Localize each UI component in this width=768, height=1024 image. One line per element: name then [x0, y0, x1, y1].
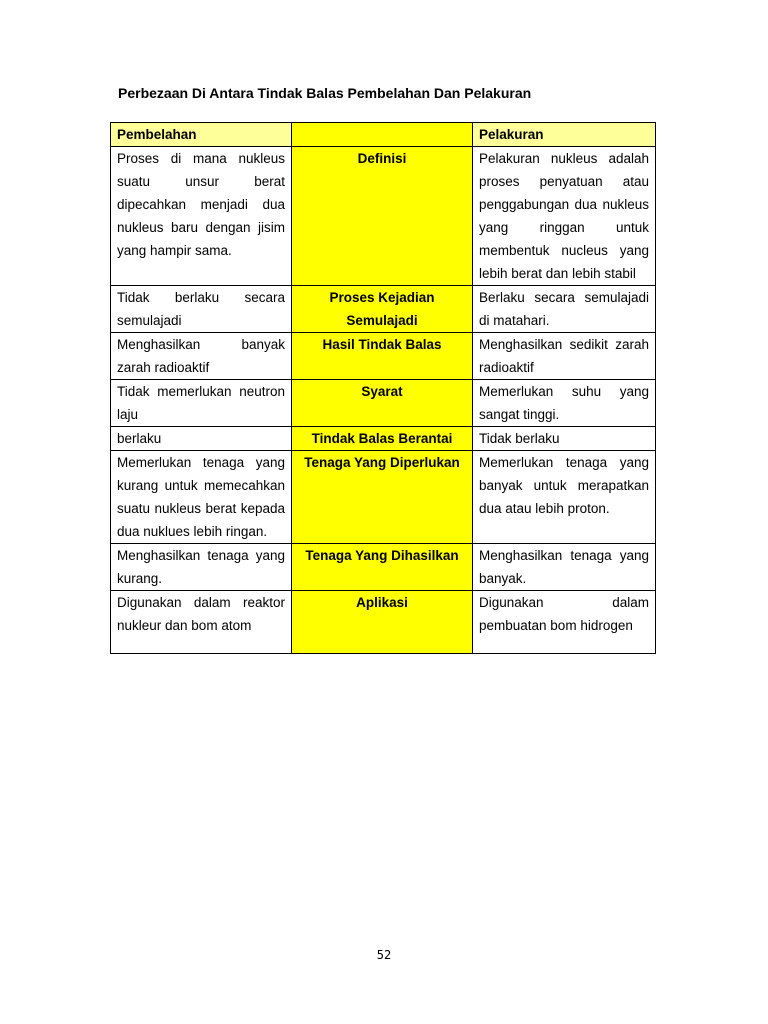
document-title: Perbezaan Di Antara Tindak Balas Pembelahan Dan Pelakuran	[118, 85, 532, 101]
aspect-cell: Aplikasi	[292, 591, 473, 654]
header-pelakuran: Pelakuran	[473, 123, 656, 147]
pelakuran-cell: Berlaku secara semulajadi di matahari.	[473, 286, 656, 333]
pembelahan-cell: Menghasilkan tenaga yang kurang.	[111, 544, 292, 591]
table-row	[111, 380, 656, 427]
pelakuran-cell: Digunakan dalam pembuatan bom hidrogen	[473, 591, 656, 654]
aspect-cell: Hasil Tindak Balas	[292, 333, 473, 380]
pembelahan-cell: Menghasilkan banyak zarah radioaktif	[111, 333, 292, 380]
table-row	[111, 286, 656, 333]
pembelahan-cell: Proses di mana nukleus suatu unsur berat dipecahkan menjadi dua nukleus baru dengan jisim yang hampir sama.	[111, 147, 292, 286]
table-header-row	[111, 123, 656, 147]
table-row	[111, 427, 656, 451]
header-aspect	[292, 123, 473, 147]
pembelahan-cell: Memerlukan tenaga yang kurang untuk memecahkan suatu nukleus berat kepada dua nuklues lebih ringan.	[111, 451, 292, 544]
page-number: 52	[376, 948, 392, 962]
table-row	[111, 544, 656, 591]
pelakuran-cell: Menghasilkan sedikit zarah radioaktif	[473, 333, 656, 380]
table-row	[111, 451, 656, 544]
aspect-cell: Tenaga Yang Dihasilkan	[292, 544, 473, 591]
aspect-cell: Definisi	[292, 147, 473, 286]
table-row	[111, 147, 656, 286]
aspect-cell: Tenaga Yang Diperlukan	[292, 451, 473, 544]
aspect-cell: Syarat	[292, 380, 473, 427]
pembelahan-cell: Tidak memerlukan neutron laju	[111, 380, 292, 427]
pelakuran-cell: Memerlukan tenaga yang banyak untuk merapatkan dua atau lebih proton.	[473, 451, 656, 544]
pelakuran-cell: Pelakuran nukleus adalah proses penyatuan atau penggabungan dua nukleus yang ringgan untuk membentuk nucleus yang lebih berat dan lebih stabil	[473, 147, 656, 286]
comparison-table	[110, 122, 656, 654]
pembelahan-cell: Digunakan dalam reaktor nukleur dan bom atom	[111, 591, 292, 654]
aspect-cell: Tindak Balas Berantai	[292, 427, 473, 451]
pembelahan-cell: Tidak berlaku secara semulajadi	[111, 286, 292, 333]
pelakuran-cell: Memerlukan suhu yang sangat tinggi.	[473, 380, 656, 427]
pelakuran-cell: Tidak berlaku	[473, 427, 656, 451]
header-pembelahan: Pembelahan	[111, 123, 292, 147]
table-row	[111, 333, 656, 380]
table-row	[111, 591, 656, 654]
aspect-cell: Proses Kejadian Semulajadi	[292, 286, 473, 333]
pelakuran-cell: Menghasilkan tenaga yang banyak.	[473, 544, 656, 591]
pembelahan-cell: berlaku	[111, 427, 292, 451]
